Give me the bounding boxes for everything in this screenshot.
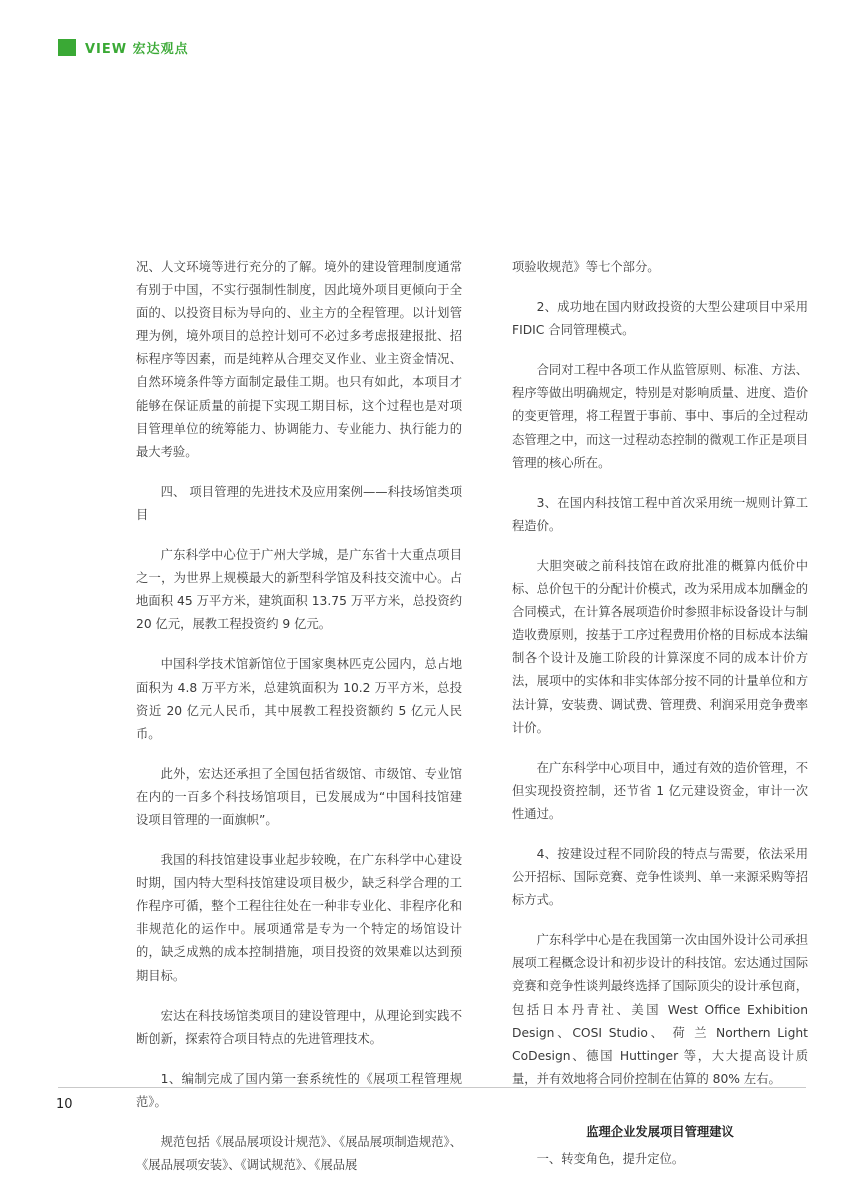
paragraph: 中国科学技术馆新馆位于国家奥林匹克公园内，总占地面积为 4.8 万平方米，总建筑面积为 10.2 万平方米，总投资近 20 亿元人民币，其中展教工程投资额约 5 亿元人民币。 bbox=[136, 657, 462, 741]
paragraph: 2、成功地在国内财政投资的大型公建项目中采用 FIDIC 合同管理模式。 bbox=[512, 300, 808, 338]
paragraph: 此外，宏达还承担了全国包括省级馆、市级馆、专业馆在内的一百多个科技场馆项目，已发展成为“中国科技馆建设项目管理的一面旗帜”。 bbox=[136, 766, 462, 827]
paragraph: 规范包括《展品展项设计规范》、《展品展项制造规范》、《展品展项安装》、《调试规范》、《展品展 bbox=[136, 1135, 462, 1173]
paragraph: 宏达在科技场馆类项目的建设管理中，从理论到实践不断创新，探索符合项目特点的先进管理技术。 bbox=[136, 1008, 462, 1046]
paragraph: 1、编制完成了国内第一套系统性的《展项工程管理规范》。 bbox=[136, 1071, 462, 1109]
right-column bbox=[512, 256, 808, 1171]
left-column bbox=[136, 256, 462, 1177]
paragraph: 4、按建设过程不同阶段的特点与需要，依法采用公开招标、国际竞赛、竞争性谈判、单一来源采购等招标方式。 bbox=[512, 846, 808, 908]
header-label: VIEW 宏达观点 bbox=[85, 41, 189, 57]
paragraph: 我国的科技馆建设事业起步较晚，在广东科学中心建设时期，国内特大型科技馆建设项目极少，缺乏科学合理的工作程序可循，整个工程往往处在一种非专业化、非程序化和非规范化的运作中。展项通常是专为一个特定的场馆设计的，缺乏成熟的成本控制措施，项目投资的效果难以达到预期目标。 bbox=[136, 853, 462, 983]
paragraph: 3、在国内科技馆工程中首次采用统一规则计算工程造价。 bbox=[512, 495, 808, 533]
paragraph: 广东科学中心是在我国第一次由国外设计公司承担展项工程概念设计和初步设计的科技馆。宏达通过国际竞赛和竞争性谈判最终选择了国际顶尖的设计承包商，包括日本丹青社、美国 West Office Exhibition Design、COSI Studio、 荷 兰 Northern Light CoDesign、德国 Huttinger 等，大大提高设计质量，并有效地将合同价控制在估算的 80% 左右。 bbox=[512, 933, 808, 1086]
paragraph: 一、转变角色，提升定位。 bbox=[536, 1152, 685, 1166]
paragraph: 项验收规范》等七个部分。 bbox=[512, 260, 660, 274]
paragraph: 况、人文环境等进行充分的了解。境外的建设管理制度通常有别于中国，不实行强制性制度，因此境外项目更倾向于全面的、以投资目标为导向的、业主方的全程管理。以计划管理为例，境外项目的总控计划可不必过多考虑报建报批、招标程序等因素，而是纯粹从合理交叉作业、业主资金情况、自然环境条件等方面制定最佳工期。也只有如此，本项目才能够在保证质量的前提下实现工期目标，这个过程也是对项目管理单位的统筹能力、协调能力、专业能力、执行能力的最大考验。 bbox=[136, 260, 462, 459]
section-heading: 四、 项目管理的先进技术及应用案例——科技场馆类项目 bbox=[136, 484, 462, 522]
paragraph: 在广东科学中心项目中，通过有效的造价管理，不但实现投资控制，还节省 1 亿元建设资金，审计一次性通过。 bbox=[512, 760, 808, 821]
paragraph: 合同对工程中各项工作从监管原则、标准、方法、程序等做出明确规定，特别是对影响质量、进度、造价的变更管理，将工程置于事前、事中、事后的全过程动态管理之中，而这一过程动态控制的微观工作正是项目管理的核心所在。 bbox=[512, 363, 808, 470]
paragraph: 大胆突破之前科技馆在政府批准的概算内低价中标、总价包干的分配计价模式，改为采用成本加酬金的合同模式，在计算各展项造价时参照非标设备设计与制造收费原则，按基于工序过程费用价格的目标成本法编制各个设计及施工阶段的计算深度不同的成本计价方法，展项中的实体和非实体部分按不同的计量单位和方法计算，安装费、调试费、管理费、利润采用竞争费率计价。 bbox=[512, 558, 808, 735]
paragraph: 广东科学中心位于广州大学城，是广东省十大重点项目之一，为世界上规模最大的新型科学馆及科技交流中心。占地面积 45 万平方米，建筑面积 13.75 万平方米，总投资约 20 亿元，展教工程投资约 9 亿元。 bbox=[136, 548, 462, 632]
page-number: 10 bbox=[56, 1097, 73, 1112]
page-header bbox=[58, 38, 189, 56]
header-green-block bbox=[58, 39, 76, 56]
section-heading: 监理企业发展项目管理建议 bbox=[586, 1124, 734, 1139]
footer-divider bbox=[58, 1087, 806, 1088]
